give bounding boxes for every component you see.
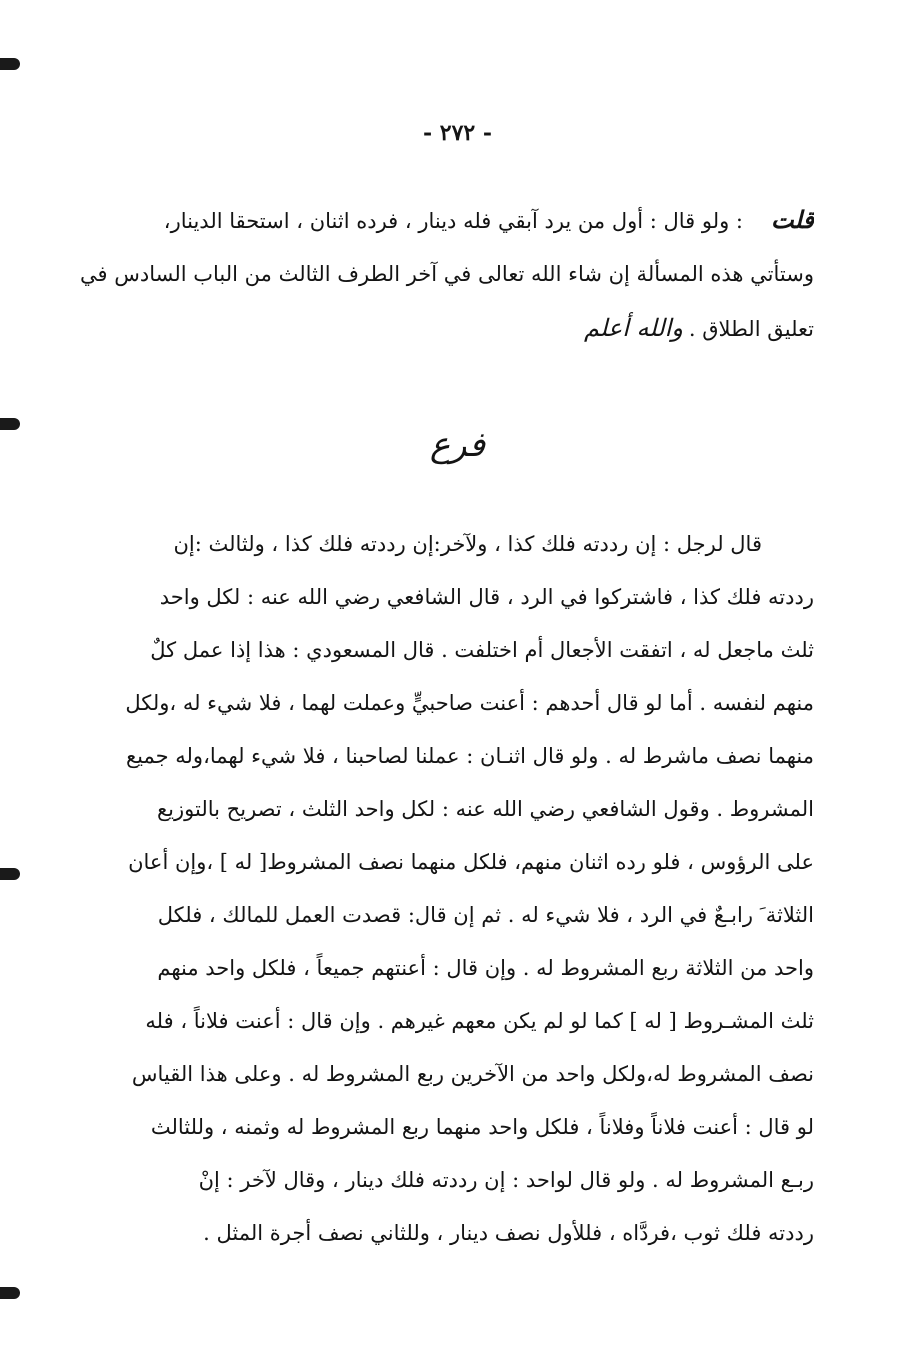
text-line: ربـع المشروط له . ولو قال لواحد : إن رددته فلك دينار ، وقال لآخر : إنْ [198,1168,814,1192]
closing-phrase: والله أعلم [583,314,683,342]
text-line: على الرؤوس ، فلو رده اثنان منهم، فلكل منهما نصف المشروط[ له ] ،وإن أعان [128,850,814,874]
text-line: رددته فلك ثوب ،فردَّاه ، فللأول نصف دينار ، وللثاني نصف أجرة المثل . [203,1221,814,1245]
text-line: منهما نصف ماشرط له . ولو قال اثنـان : عملنا لصاحبنا ، فلا شيء لهما،وله جميع [125,744,814,768]
text-line: تعليق الطلاق .والله أعلم [583,314,814,342]
text-line: ثلث ماجعل له ، اتفقت الأجعال أم اختلفت . قال المسعودي : هذا إذا عمل كلٌ [150,638,814,662]
section-heading: فرع [429,425,486,465]
text-line: وستأتي هذه المسألة إن شاء الله تعالى في آخر الطرف الثالث من الباب السادس في [80,262,814,286]
text-line: قال لرجل : إن رددته فلك كذا ، ولآخر:إن رددته فلك كذا ، ولثالث :إن [173,532,762,556]
text-line: لو قال : أعنت فلاناً وفلاناً ، فلكل واحد منهما ربع المشروط له وثمنه ، وللثالث [150,1115,814,1139]
text-line: منهم لنفسه . أما لو قال أحدهم : أعنت صاحبيٍّ وعملت لهما ، فلا شيء له ،ولكل [125,691,814,715]
text-line: الثلاثة َ رابـعٌ في الرد ، فلا شيء له . ثم إن قال: قصدت العمل للمالك ، فلكل [157,903,814,927]
binding-mark [0,868,20,880]
text-line: واحد من الثلاثة ربع المشروط له . وإن قال : أعنتهم جميعاً ، فلكل واحد منهم [157,956,814,980]
text-line: المشروط . وقول الشافعي رضي الله عنه : لكل واحد الثلث ، تصريح بالتوزيع [157,797,814,821]
binding-mark [0,1287,20,1299]
paragraph-qultu [72,193,814,355]
page-number: - ٢٧٢ - [422,120,493,146]
text-line: قلت: ولو قال : أول من يرد آبقي فله دينار ، فرده اثنان ، استحقا الدينار، [163,205,814,234]
text-line: رددته فلك كذا ، فاشتركوا في الرد ، قال الشافعي رضي الله عنه : لكل واحد [159,585,814,609]
binding-mark [0,58,20,70]
paragraph-far [72,518,814,1260]
text-line: ثلث المشـروط [ له ] كما لو لم يكن معهم غيرهم . وإن قال : أعنت فلاناً ، فله [145,1009,814,1033]
qultu-lead-word: قلت [771,205,814,234]
text-line: نصف المشروط له،ولكل واحد من الآخرين ربع المشروط له . وعلى هذا القياس [131,1062,814,1086]
